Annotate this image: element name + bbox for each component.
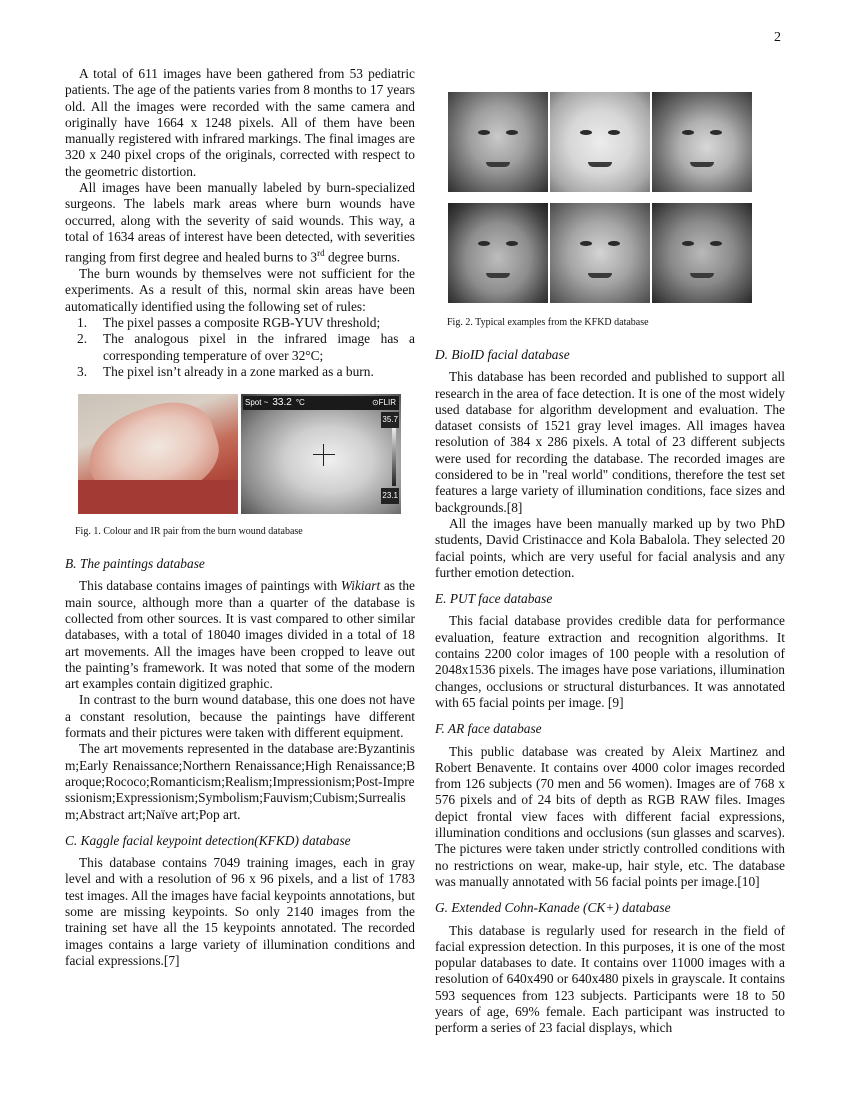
section-d-title: D. BioID facial database [435, 347, 570, 362]
figure-1-caption: Fig. 1. Colour and IR pair from the burn wound database [75, 526, 303, 538]
burn-infrared-photo: Spot ~ 33.2 °C ⊙FLIR 35.7 23.1 [241, 394, 401, 514]
paragraph-paintings-intro: This database contains images of paintings with Wikiart as the main source, although more than a quarter of the database is collected from other sources. It is vast compared to other similar databases, with a total of 18040 images divided in a total of 18 art movements. All the images have been cropped to leave out the painting’s framework. It was noted that some of the modern art examples contain digitized graphic. [65, 578, 415, 692]
figure-1 [78, 394, 415, 514]
rule-item: 2. The analogous pixel in the infrared image has a corresponding temperature of over 32°C; [77, 331, 415, 363]
paragraph-ck-plus: This database is regularly used for research in the field of facial expression detection. In this purposes, it is one of the most popular databases to date. It contains over 11000 images with a resolution of 640x490 or 640x480 pixels in grayscale. It contains 593 sequences from 123 subjects. Participants were 18 to 50 years of age, 69% female. Each participant was instructed to perform a series of 23 facial displays, which [435, 922, 785, 1036]
rules-list [65, 315, 415, 380]
paragraph-kfkd: This database contains 7049 training images, each in gray level and with a resolution of 96 x 96 pixels, and a list of 1783 test images. All the images have facial keypoints annotations, but some are missing keypoints. So only 2140 images from the training set have all the 15 keypoints annotated. The recorded images contains a large variety of illumination conditions and facial expressions.[7] [65, 855, 415, 968]
section-f-title: F. AR face database [435, 721, 542, 737]
paragraph-ar: This public database was created by Aleix Martinez and Robert Benavente. It contains over 4000 color images recorded from 126 subjects (70 men and 56 women). Images are of 768 x 576 pixels and of 24 bits of depth as RGB RAW files. Images depict frontal view faces with different facial expressions, illumination conditions and occlusions (sun glasses and scarves). The pictures were taken under strictly controlled conditions with no restrictions on wear, make-up, hair style, etc. The database was manually annotated with 56 facial points per image.[10] [435, 743, 785, 889]
paragraph-bioid: This database has been recorded and published to support all research in the area of face detection. It is one of the most widely used database for algorithm development and evaluation. The dataset consists of 1521 gray level images. All images havea resolution of 384 x 286 pixels. A total of 23 different subjects were used for recording the database. The recorded images are considered to be in "real world" conditions, therefore the test set features a large variety of illumination conditions, face sizes and backgrounds.[8] [435, 369, 785, 515]
paragraph-paintings-resolution: In contrast to the burn wound database, this one does not have a constant resolution, because the paintings have different formats and their pictures were taken with different equipment. [65, 692, 415, 741]
page-number: 2 [774, 30, 781, 45]
paragraph-normal-skin: The burn wounds by themselves were not sufficient for the experiments. As a result of this, normal skin areas have been automatically identified using the following set of rules: [65, 266, 415, 314]
section-b-title: B. The paintings database [65, 556, 205, 572]
rule-item: 1. The pixel passes a composite RGB-YUV threshold; [77, 314, 381, 330]
crosshair-icon [313, 454, 335, 455]
paragraph-bioid-markup: All the images have been manually marked up by two PhD students, David Cristinacce and Kola Babalola. They selected 20 facial points, which are very useful for facial analysis and any further emotion detection. [435, 515, 785, 580]
flir-logo: ⊙FLIR [371, 397, 396, 407]
section-e-title: E. PUT face database [435, 591, 553, 607]
figure-2 [448, 92, 785, 303]
left-column [65, 66, 415, 969]
face-photo [448, 203, 548, 303]
face-photo [652, 203, 752, 303]
burn-colour-photo [78, 394, 238, 514]
paragraph-put: This facial database provides credible data for performance evaluation, feature extraction and recognition algorithms. It contains 2200 color images of 100 people with a resolution of 2048x1536 pixels. The images have pose variations, illumination changes, occlusions or structural disturbances. It was annotated with 65 facial points per image. [9] [435, 613, 785, 710]
section-g-title: G. Extended Cohn-Kanade (CK+) database [435, 900, 671, 916]
paragraph-burn-labels: All images have been manually labeled by burn-specialized surgeons. The labels mark areas where burn wounds have occurred, along with the severity of said wounds. This way, a total of 1634 areas of interest have been detected, with severities ranging from first degree and healed burns to 3rd degree burns. [65, 180, 415, 265]
ir-status-bar: Spot ~ 33.2 °C ⊙FLIR [243, 396, 399, 410]
face-photo [550, 92, 650, 192]
face-photo [448, 92, 548, 192]
paragraph-burn-data: A total of 611 images have been gathered from 53 pediatric patients. The age of the patients varies from 8 months to 17 years old. All the images were recorded with the same camera and originally have 1664 x 1248 pixels. All of them have been manually registered with infrared markings. The final images are 320 x 240 pixel crops of the originals, corrected with respect to the geometric distortion. [65, 66, 415, 179]
right-column [435, 68, 785, 1037]
rule-item: 3. The pixel isn’t already in a zone marked as a burn. [77, 363, 374, 379]
section-c-title: C. Kaggle facial keypoint detection(KFKD) database [65, 832, 351, 848]
temperature-scale [392, 422, 396, 486]
figure-2-caption: Fig. 2. Typical examples from the KFKD database [447, 317, 649, 328]
paragraph-art-movements: The art movements represented in the database are:Byzantinism;Early Renaissance;Northern Renaissance;High Renaissance;Baroque;Rococo;Romanticism;Realism;Impressionism;Post-Impressionism;Expressionism;Symbolism;Fauvism;Cubism;Surrealism;Abstract art;Naïve art;Pop art. [65, 741, 415, 822]
face-photo [550, 203, 650, 303]
face-photo [652, 92, 752, 192]
